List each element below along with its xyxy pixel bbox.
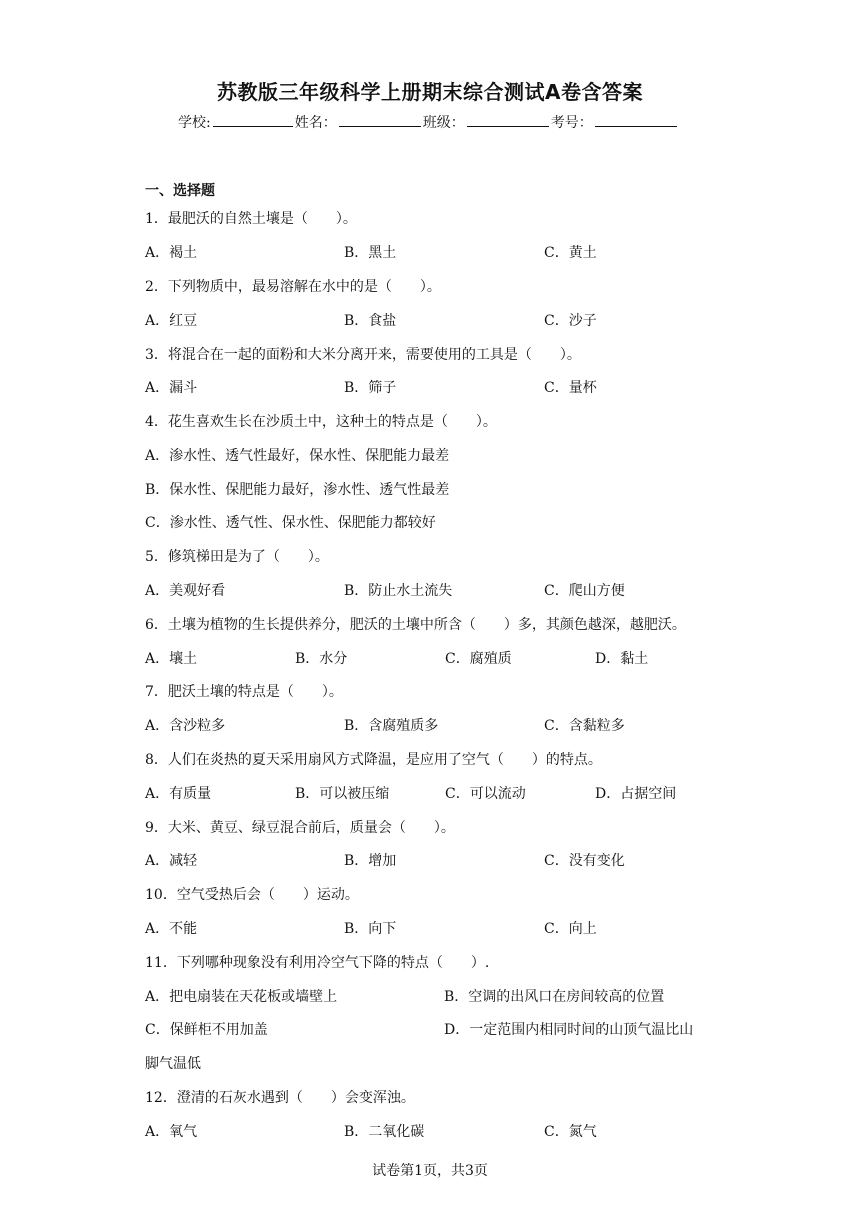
option: C．可以流动 xyxy=(445,786,526,802)
section-title: 一、选择题 xyxy=(145,183,215,199)
page-title: 苏教版三年级科学上册期末综合测试A卷含答案 xyxy=(217,80,643,104)
option: C．沙子 xyxy=(544,313,597,329)
option: C．含黏粒多 xyxy=(544,718,625,734)
option: A．减轻 xyxy=(145,853,198,869)
student-info-line xyxy=(178,112,679,132)
option: A．渗水性、透气性最好，保水性、保肥能力最差 xyxy=(145,448,450,464)
name-blank xyxy=(339,112,421,127)
question-stem: 9．大米、黄豆、绿豆混合前后，质量会（ ）。 xyxy=(145,820,455,836)
question-stem: 11．下列哪种现象没有利用冷空气下降的特点（ ）. xyxy=(145,955,490,971)
exam-no-blank xyxy=(595,112,677,127)
option-continuation: 脚气温低 xyxy=(145,1056,201,1072)
question-stem: 12．澄清的石灰水遇到（ ）会变浑浊。 xyxy=(145,1090,415,1106)
option: B．食盐 xyxy=(344,313,397,329)
option: B．防止水土流失 xyxy=(344,583,453,599)
option: A．红豆 xyxy=(145,313,198,329)
school-blank xyxy=(213,112,293,127)
option: C．量杯 xyxy=(544,380,597,396)
page-footer: 试卷第1页，共3页 xyxy=(372,1163,488,1179)
option: B．空调的出风口在房间较高的位置 xyxy=(444,989,665,1005)
option: B．黑土 xyxy=(344,245,397,261)
question-stem: 8．人们在炎热的夏天采用扇风方式降温，是应用了空气（ ）的特点。 xyxy=(145,752,602,768)
question-stem: 5．修筑梯田是为了（ ）。 xyxy=(145,549,329,565)
exam-no-label: 考号： xyxy=(550,115,593,131)
question-stem: 6．土壤为植物的生长提供养分，肥沃的土壤中所含（ ）多，其颜色越深，越肥沃。 xyxy=(145,617,686,633)
option: C．保鲜柜不用加盖 xyxy=(145,1022,268,1038)
question-stem: 1．最肥沃的自然土壤是（ ）。 xyxy=(145,211,357,227)
option: B．筛子 xyxy=(344,380,397,396)
option: C．渗水性、透气性、保水性、保肥能力都较好 xyxy=(145,515,436,531)
question-stem: 3．将混合在一起的面粉和大米分离开来，需要使用的工具是（ ）。 xyxy=(145,347,581,363)
option: C．腐殖质 xyxy=(445,651,512,667)
option: A．不能 xyxy=(145,921,198,937)
class-label: 班级： xyxy=(422,115,465,131)
name-label: 姓名： xyxy=(294,115,337,131)
option: C．氮气 xyxy=(544,1124,597,1140)
option: B．向下 xyxy=(344,921,397,937)
option: B．可以被压缩 xyxy=(295,786,390,802)
option: C．向上 xyxy=(544,921,597,937)
option: B．水分 xyxy=(295,651,348,667)
option: D．一定范围内相同时间的山顶气温比山 xyxy=(444,1022,694,1038)
question-stem: 4．花生喜欢生长在沙质土中，这种土的特点是（ ）。 xyxy=(145,414,497,430)
option: D．黏土 xyxy=(595,651,649,667)
option: A．把电扇装在天花板或墙壁上 xyxy=(145,989,338,1005)
school-label: 学校: xyxy=(178,115,211,131)
option: C．黄土 xyxy=(544,245,597,261)
question-stem: 7．肥沃土壤的特点是（ ）。 xyxy=(145,684,343,700)
question-stem: 2．下列物质中，最易溶解在水中的是（ ）。 xyxy=(145,279,441,295)
option: A．壤土 xyxy=(145,651,198,667)
option: B．保水性、保肥能力最好，渗水性、透气性最差 xyxy=(145,482,450,498)
class-blank xyxy=(467,112,549,127)
option: B．增加 xyxy=(344,853,397,869)
option: B．二氧化碳 xyxy=(344,1124,425,1140)
option: C．没有变化 xyxy=(544,853,625,869)
option: A．氧气 xyxy=(145,1124,198,1140)
option: D．占据空间 xyxy=(595,786,677,802)
option: A．漏斗 xyxy=(145,380,198,396)
question-stem: 10．空气受热后会（ ）运动。 xyxy=(145,887,359,903)
option: A．褐土 xyxy=(145,245,198,261)
option: B．含腐殖质多 xyxy=(344,718,439,734)
option: A．美观好看 xyxy=(145,583,226,599)
option: C．爬山方便 xyxy=(544,583,625,599)
option: A．有质量 xyxy=(145,786,212,802)
option: A．含沙粒多 xyxy=(145,718,226,734)
